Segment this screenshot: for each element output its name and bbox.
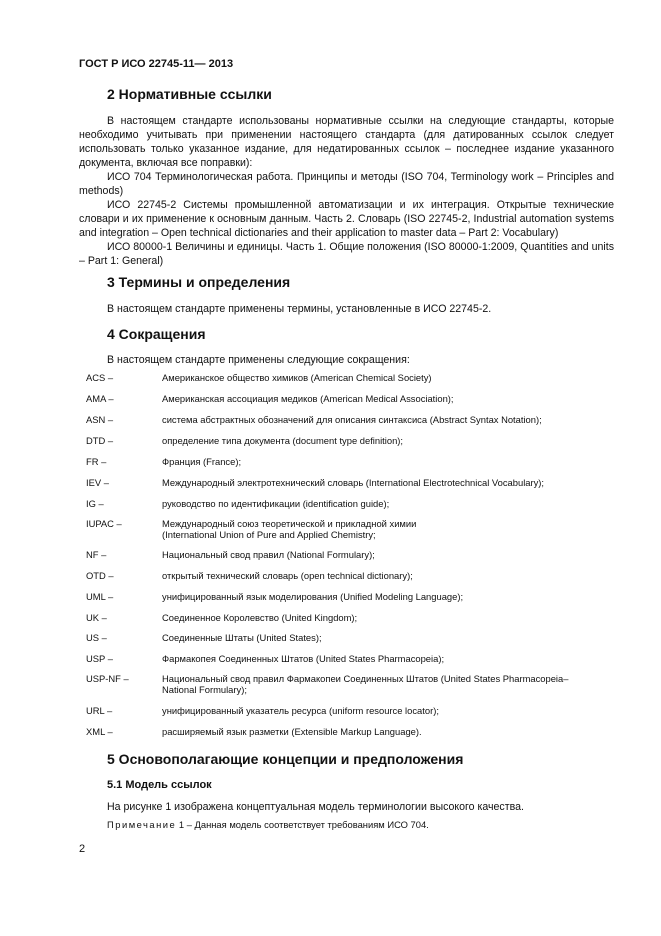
section-4-heading: 4 Сокращения [107, 326, 206, 342]
reference-iso-22745-2: ИСО 22745-2 Системы промышленной автоматизации и их интеграция. Открытые технические словари и их применение к основным данным. Часть 2. Словарь (ISO 22745-2, Industrial automation systems and integration – Open technical dictionaries and their application to master data – Part 2: Vocabulary) [79, 199, 614, 239]
abbreviation-code: ACS – [86, 372, 114, 383]
abbreviation-code: IUPAC – [86, 518, 122, 529]
abbreviation-definition: унифицированный язык моделирования (Unified Modeling Language); [162, 591, 464, 602]
abbreviation-definition: Международный электротехнический словарь (International Electrotechnical Vocabulary); [162, 477, 545, 488]
abbreviation-definition: унифицированный указатель ресурса (uniform resource locator); [162, 705, 439, 716]
section-4-intro: В настоящем стандарте применены следующие сокращения: [107, 354, 410, 366]
abbreviation-code: USP-NF – [86, 673, 129, 684]
abbreviation-definition: система абстрактных обозначений для описания синтаксиса (Abstract Syntax Notation); [162, 414, 542, 425]
abbreviation-definition: Американская ассоциация медиков (American Medical Association); [162, 393, 454, 404]
abbreviation-definition: расширяемый язык разметки (Extensible Markup Language). [162, 726, 422, 737]
document-header: ГОСТ Р ИСО 22745-11— 2013 [79, 58, 234, 70]
subsection-5-1-text: На рисунке 1 изображена концептуальная модель терминологии высокого качества. [107, 801, 524, 813]
abbreviation-code: NF – [86, 549, 107, 560]
abbreviation-definition: Национальный свод правил Фармакопеи Соединенных Штатов (United States Pharmacopeia– National Formulary); [162, 673, 569, 695]
abbreviation-definition: Американское общество химиков (American Chemical Society) [162, 372, 432, 383]
page-number: 2 [79, 843, 86, 855]
abbreviation-code: XML – [86, 726, 113, 737]
abbreviation-definition: открытый технический словарь (open technical dictionary); [162, 570, 413, 581]
abbreviation-definition: Фармакопея Соединенных Штатов (United States Pharmacopeia); [162, 653, 445, 664]
abbreviation-definition: Международный союз теоретической и прикладной химии (International Union of Pure and Applied Chemistry; [162, 518, 417, 540]
abbreviation-code: DTD – [86, 435, 114, 446]
abbreviation-code: ASN – [86, 414, 114, 425]
abbreviation-code: URL – [86, 705, 113, 716]
subsection-5-1-heading: 5.1 Модель ссылок [107, 779, 212, 791]
note [107, 819, 429, 830]
abbreviation-code: AMA – [86, 393, 114, 404]
section-3-heading: 3 Термины и определения [107, 274, 291, 290]
abbreviation-code: IEV – [86, 477, 109, 488]
abbreviation-definition: Франция (France); [162, 456, 242, 467]
section-2-heading: 2 Нормативные ссылки [107, 86, 272, 102]
section-2-intro: В настоящем стандарте использованы нормативные ссылки на следующие стандарты, которые необходимо учитывать при применении настоящего стандарта (для датированных ссылок следует использовать только указанное издание, для недатированных ссылок – последнее издание указанного документа, включая все поправки): [79, 115, 614, 169]
abbreviation-definition: Соединенное Королевство (United Kingdom); [162, 612, 358, 623]
abbreviation-code: FR – [86, 456, 107, 467]
abbreviation-definition: руководство по идентификации (identification guide); [162, 498, 390, 509]
reference-iso-704: ИСО 704 Терминологическая работа. Принципы и методы (ISO 704, Terminology work – Principles and methods) [79, 171, 614, 197]
abbreviation-definition: Соединенные Штаты (United States); [162, 632, 322, 643]
reference-iso-80000-1: ИСО 80000-1 Величины и единицы. Часть 1. Общие положения (ISO 80000-1:2009, Quantities and units – Part 1: General) [79, 241, 614, 267]
abbreviation-code: UK – [86, 612, 107, 623]
abbreviation-definition: определение типа документа (document type definition); [162, 435, 404, 446]
note-text: 1 – Данная модель соответствует требованиям ИСО 704. [176, 819, 429, 830]
section-3-text: В настоящем стандарте применены термины, установленные в ИСО 22745-2. [107, 303, 492, 315]
abbreviation-definition: Национальный свод правил (National Formulary); [162, 549, 375, 560]
abbreviation-code: OTD – [86, 570, 114, 581]
abbreviation-code: US – [86, 632, 107, 643]
abbreviation-code: USP – [86, 653, 113, 664]
note-label: Примечание [107, 819, 177, 830]
abbreviation-code: UML – [86, 591, 114, 602]
abbreviation-code: IG – [86, 498, 104, 509]
section-5-heading: 5 Основополагающие концепции и предположения [107, 751, 464, 767]
